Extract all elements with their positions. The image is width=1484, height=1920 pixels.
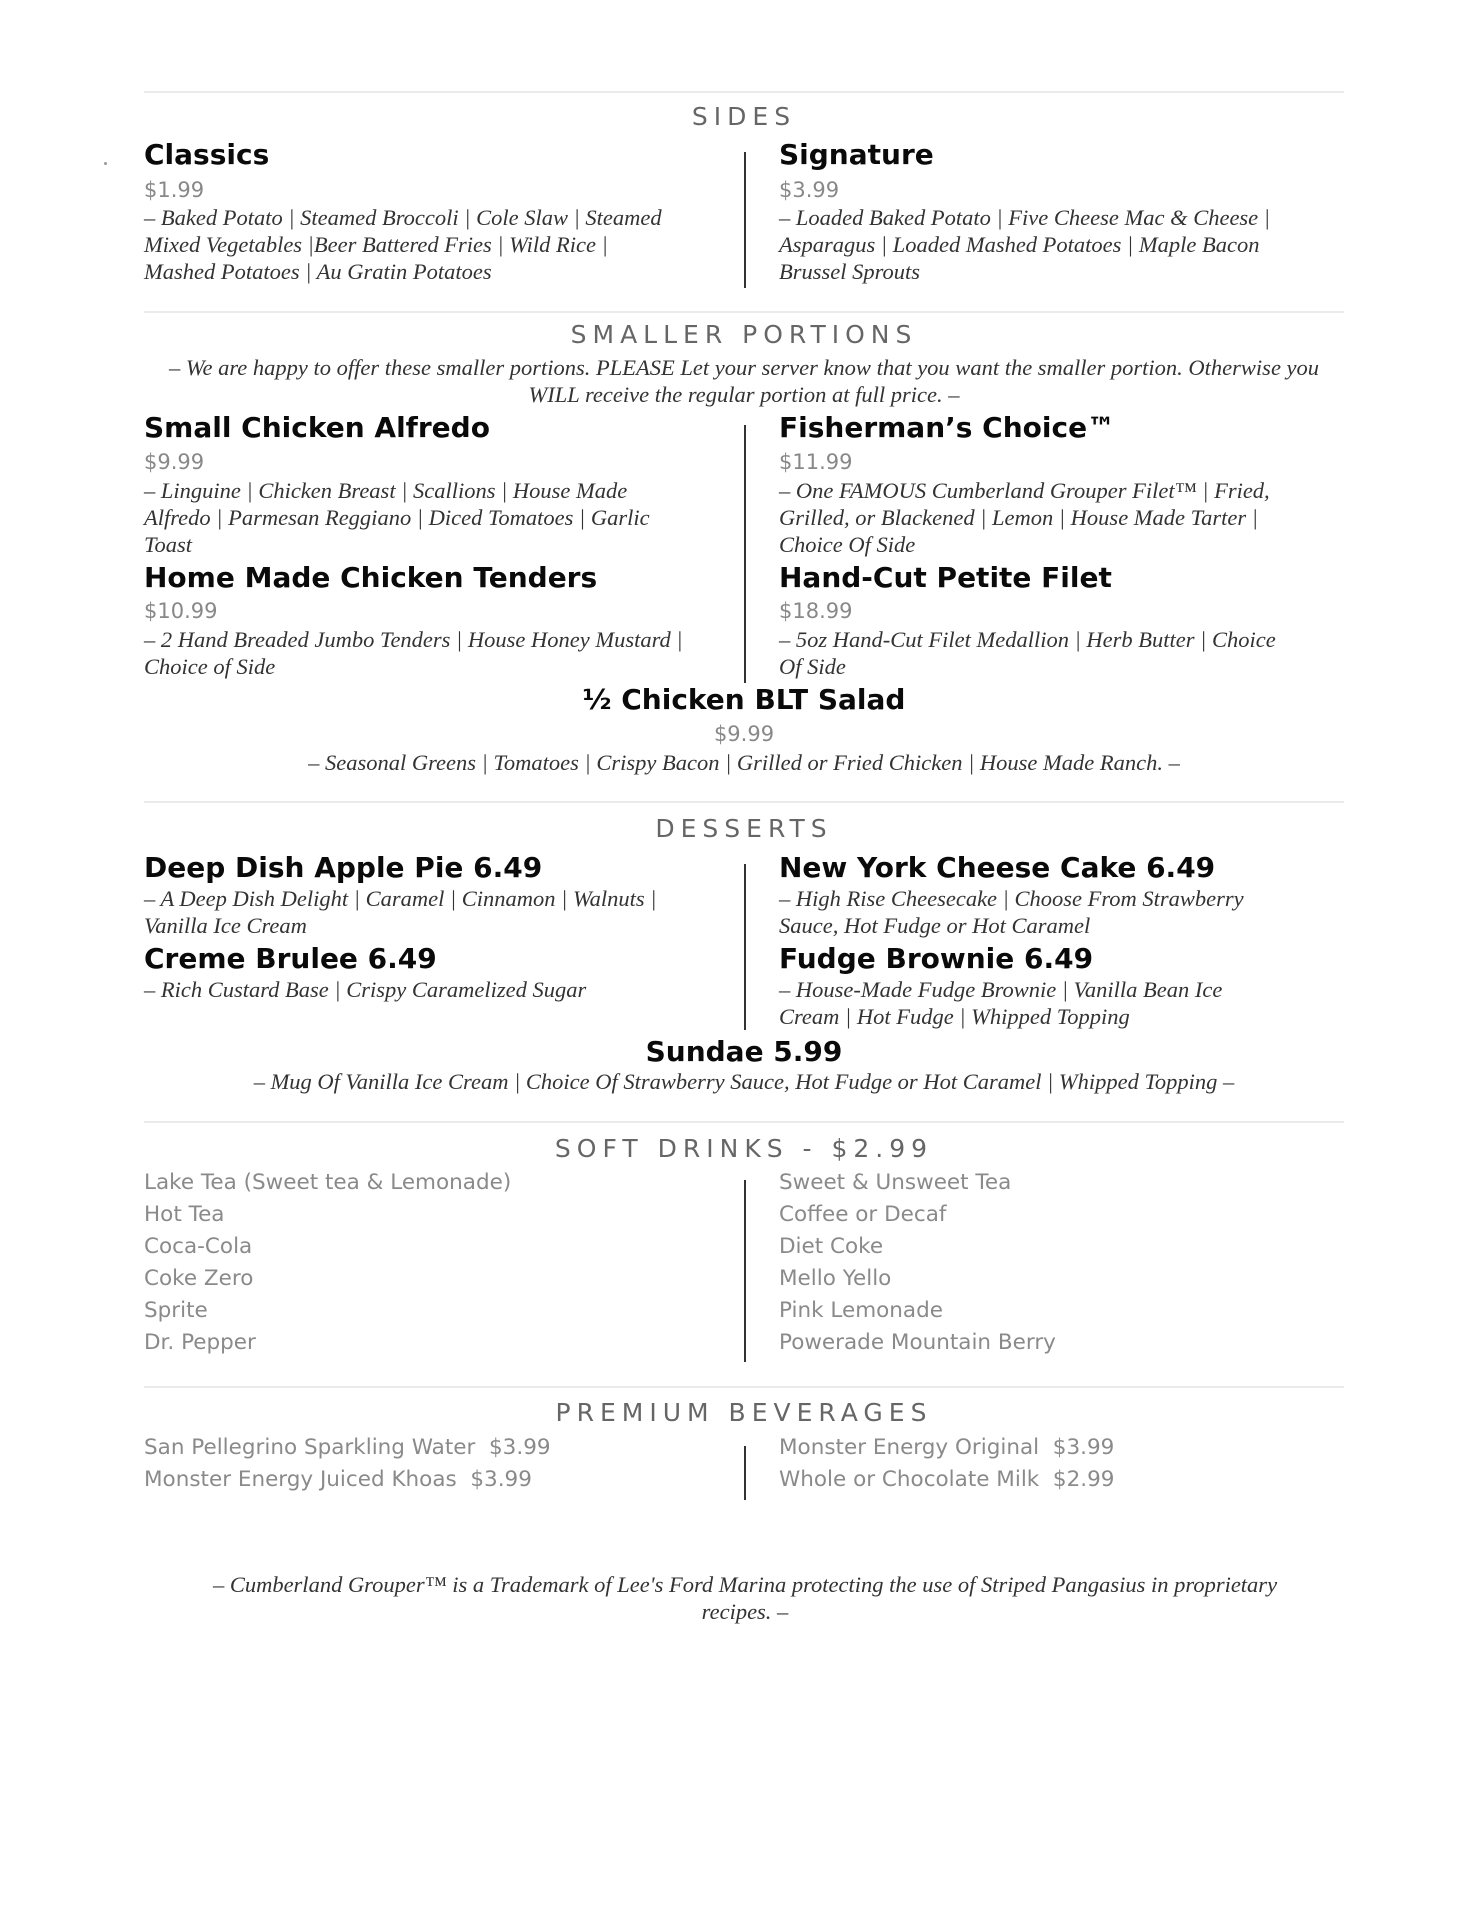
divider xyxy=(144,1121,1344,1123)
premium-right-list xyxy=(779,1432,1114,1496)
column-divider xyxy=(744,425,746,683)
premium-left-list xyxy=(144,1432,551,1496)
list-item: Coke Zero xyxy=(144,1266,254,1291)
small-chicken-alfredo-description: – Linguine | Chicken Breast | Scallions | House Made Alfredo | Parmesan Reggiano | Diced Tomatoes | Garlic Toast xyxy=(144,478,650,557)
fudge-brownie-title: Fudge Brownie 6.49 xyxy=(779,942,1094,975)
list-item: Hot Tea xyxy=(144,1202,225,1227)
list-item: Coffee or Decaf xyxy=(779,1202,947,1227)
cheese-cake-title: New York Cheese Cake 6.49 xyxy=(779,851,1216,884)
blt-salad-title: ½ Chicken BLT Salad xyxy=(582,683,906,716)
signature-price: $3.99 xyxy=(779,178,840,202)
divider xyxy=(144,91,1344,93)
soft-drinks-right-list xyxy=(779,1167,1056,1359)
column-divider xyxy=(744,1180,746,1362)
sundae-title: Sundae 5.99 xyxy=(645,1035,843,1068)
sundae-description: – Mug Of Vanilla Ice Cream | Choice Of Strawberry Sauce, Hot Fudge or Hot Caramel | Whipped Topping – xyxy=(253,1069,1235,1094)
signature-description: – Loaded Baked Potato | Five Cheese Mac & Cheese | Asparagus | Loaded Mashed Potatoes | Maple Bacon Brussel Sprouts xyxy=(779,205,1270,284)
list-item: Monster Energy Juiced Khoas $3.99 xyxy=(144,1467,532,1492)
list-item: Sweet & Unsweet Tea xyxy=(779,1170,1012,1195)
divider xyxy=(144,311,1344,313)
column-divider xyxy=(744,1446,746,1500)
divider xyxy=(144,801,1344,803)
divider xyxy=(144,1386,1344,1388)
small-chicken-tenders-price: $10.99 xyxy=(144,599,218,623)
petite-filet-description: – 5oz Hand-Cut Filet Medallion | Herb Butter | Choice Of Side xyxy=(779,627,1276,679)
list-item: Powerade Mountain Berry xyxy=(779,1330,1056,1355)
list-item: Mello Yello xyxy=(779,1266,892,1291)
list-item: Dr. Pepper xyxy=(144,1330,256,1355)
smaller-portions-intro: – We are happy to offer these smaller portions. PLEASE Let your server know that you want the smaller portion. Otherwise you WILL receive the regular portion at full price. – xyxy=(168,355,1320,407)
list-item: Coca-Cola xyxy=(144,1234,253,1259)
apple-pie-title: Deep Dish Apple Pie 6.49 xyxy=(144,851,543,884)
fishermans-choice-title: Fisherman’s Choice™ xyxy=(779,411,1116,444)
list-item: Whole or Chocolate Milk $2.99 xyxy=(779,1467,1115,1492)
column-divider xyxy=(744,152,746,288)
list-item: San Pellegrino Sparkling Water $3.99 xyxy=(144,1435,551,1460)
soft-drinks-heading: SOFT DRINKS - $2.99 xyxy=(554,1134,934,1163)
fishermans-choice-price: $11.99 xyxy=(779,450,853,474)
creme-brulee-description: – Rich Custard Base | Crispy Caramelized Sugar xyxy=(144,977,587,1002)
small-chicken-tenders-title: Home Made Chicken Tenders xyxy=(144,561,598,594)
apple-pie-description: – A Deep Dish Delight | Caramel | Cinnamon | Walnuts | Vanilla Ice Cream xyxy=(144,886,657,938)
desserts-heading: DESSERTS xyxy=(655,814,833,843)
list-item: Lake Tea (Sweet tea & Lemonade) xyxy=(144,1170,512,1195)
cheese-cake-description: – High Rise Cheesecake | Choose From Strawberry Sauce, Hot Fudge or Hot Caramel xyxy=(779,886,1244,938)
blt-salad-description: – Seasonal Greens | Tomatoes | Crispy Bacon | Grilled or Fried Chicken | House Made Ranch. – xyxy=(308,750,1180,775)
list-item: Diet Coke xyxy=(779,1234,884,1259)
fudge-brownie-description: – House-Made Fudge Brownie | Vanilla Bean Ice Cream | Hot Fudge | Whipped Topping xyxy=(779,977,1223,1029)
signature-title: Signature xyxy=(779,138,934,171)
blt-salad-price: $9.99 xyxy=(713,722,775,746)
small-chicken-alfredo-price: $9.99 xyxy=(144,450,205,474)
classics-description: – Baked Potato | Steamed Broccoli | Cole Slaw | Steamed Mixed Vegetables |Beer Battered Fries | Wild Rice | Mashed Potatoes | Au Gratin Potatoes xyxy=(144,205,662,284)
petite-filet-price: $18.99 xyxy=(779,599,853,623)
creme-brulee-title: Creme Brulee 6.49 xyxy=(144,942,437,975)
small-chicken-alfredo-title: Small Chicken Alfredo xyxy=(144,411,490,444)
soft-drinks-left-list xyxy=(144,1167,511,1359)
trademark-footnote: – Cumberland Grouper™ is a Trademark of Lee's Ford Marina protecting the use of Striped Pangasius in proprietary recipes. – xyxy=(212,1572,1278,1624)
smaller-portions-heading: SMALLER PORTIONS xyxy=(570,320,918,349)
classics-price: $1.99 xyxy=(144,178,205,202)
stray-mark xyxy=(104,162,107,165)
list-item: Sprite xyxy=(144,1298,208,1323)
petite-filet-title: Hand-Cut Petite Filet xyxy=(779,561,1112,594)
premium-beverages-heading: PREMIUM BEVERAGES xyxy=(555,1398,933,1427)
list-item: Pink Lemonade xyxy=(779,1298,943,1323)
fishermans-choice-description: – One FAMOUS Cumberland Grouper Filet™ | Fried, Grilled, or Blackened | Lemon | House Made Tarter | Choice Of Side xyxy=(779,478,1270,557)
small-chicken-tenders-description: – 2 Hand Breaded Jumbo Tenders | House Honey Mustard | Choice of Side xyxy=(144,627,683,679)
list-item: Monster Energy Original $3.99 xyxy=(779,1435,1115,1460)
classics-title: Classics xyxy=(144,138,270,171)
column-divider xyxy=(744,864,746,1030)
sides-heading: SIDES xyxy=(691,102,797,131)
